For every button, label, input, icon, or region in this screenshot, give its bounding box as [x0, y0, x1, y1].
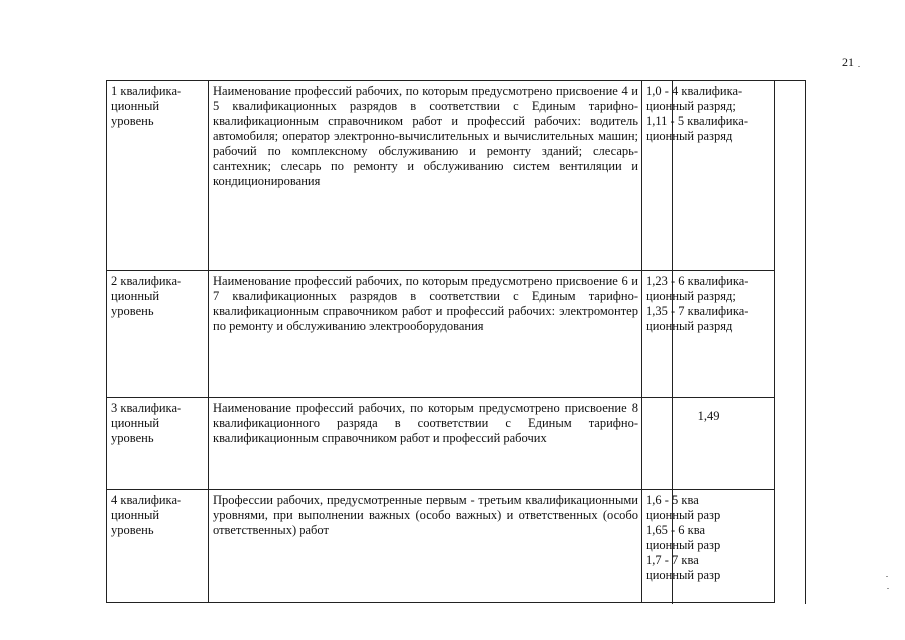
table-row — [107, 271, 775, 398]
coefficient-line: ционный разряд — [646, 129, 733, 143]
coefficient-line: ционный разр — [646, 508, 721, 522]
qualification-table — [106, 80, 775, 603]
coefficient-line: ционный разр — [646, 568, 721, 582]
qualification-level: 4 квалифика- ционный уровень — [111, 493, 182, 537]
coefficient-line: 1,11 - 5 квалифика- — [646, 114, 748, 128]
coefficient-cell — [642, 81, 775, 271]
professions-description: Наименование профессий рабочих, по которым предусмотрено присвоение 4 и 5 квалификационных разрядов в соответствии с Единым тарифно-квалификационным справочником работ и профессий рабочих: водитель автомобиля; оператор электронно-вычислительных и вычислительных машин; рабочий по комплексному обслуживанию и ремонту зданий; слесарь-сантехник; слесарь по ремонту и обслуживанию систем вентиляции и кондиционирования — [213, 84, 638, 188]
coefficient-line: 1,6 - 5 ква — [646, 493, 699, 507]
coefficient-line: 1,23 - 6 квалифика- — [646, 274, 749, 288]
qualification-level: 2 квалифика- ционный уровень — [111, 274, 182, 318]
coefficient-line: 1,49 — [697, 409, 720, 423]
coefficient-cell — [642, 490, 775, 603]
qualification-level: 3 квалифика- ционный уровень — [111, 401, 182, 445]
coefficient-line: ционный разряд — [646, 319, 733, 333]
coefficient-cell — [642, 271, 775, 398]
table-row — [107, 81, 775, 271]
coefficient-line: ционный разряд; — [646, 289, 736, 303]
coefficient-line: 1,35 - 7 квалифика- — [646, 304, 749, 318]
qualification-level-cell — [107, 398, 209, 490]
qualification-level-cell — [107, 81, 209, 271]
page-number: 21 — [842, 55, 854, 69]
professions-description-cell — [209, 271, 642, 398]
qualification-level-cell — [107, 490, 209, 603]
professions-description: Профессии рабочих, предусмотренные первым - третьим квалификационными уровнями, при выполнении важных (особо важных) и ответственных (особо ответственных) работ — [213, 493, 638, 537]
scan-speck — [886, 576, 888, 577]
qualification-level: 1 квалифика- ционный уровень — [111, 84, 182, 128]
scan-speck — [887, 588, 889, 589]
coefficient-lines — [646, 493, 732, 583]
coefficient-line: 1,7 - 7 ква — [646, 553, 699, 567]
coefficient-line: 1,0 - 4 квалифика- — [646, 84, 743, 98]
professions-description: Наименование профессий рабочих, по которым предусмотрено присвоение 8 квалификационного разряда в соответствии с Единым тарифно-квалификационным справочником работ и профессий рабочих — [213, 401, 638, 445]
table-row — [107, 490, 775, 603]
coefficient-lines — [646, 274, 771, 334]
coefficient-line: ционный разряд; — [646, 99, 736, 113]
professions-description: Наименование профессий рабочих, по которым предусмотрено присвоение 6 и 7 квалификационных разрядов в соответствии с Единым тарифно-квалификационным справочником работ и профессий рабочих: электромонтер по ремонту и обслуживанию электрооборудования — [213, 274, 638, 333]
professions-description-cell — [209, 398, 642, 490]
coefficient-line: 1,65 - 6 ква — [646, 523, 706, 537]
coefficient-line: ционный разр — [646, 538, 721, 552]
professions-description-cell — [209, 490, 642, 603]
coefficient-lines — [646, 84, 771, 144]
scan-speck — [858, 66, 860, 67]
table-row — [107, 398, 775, 490]
professions-description-cell — [209, 81, 642, 271]
qualification-level-cell — [107, 271, 209, 398]
coefficient-cell — [642, 398, 775, 490]
